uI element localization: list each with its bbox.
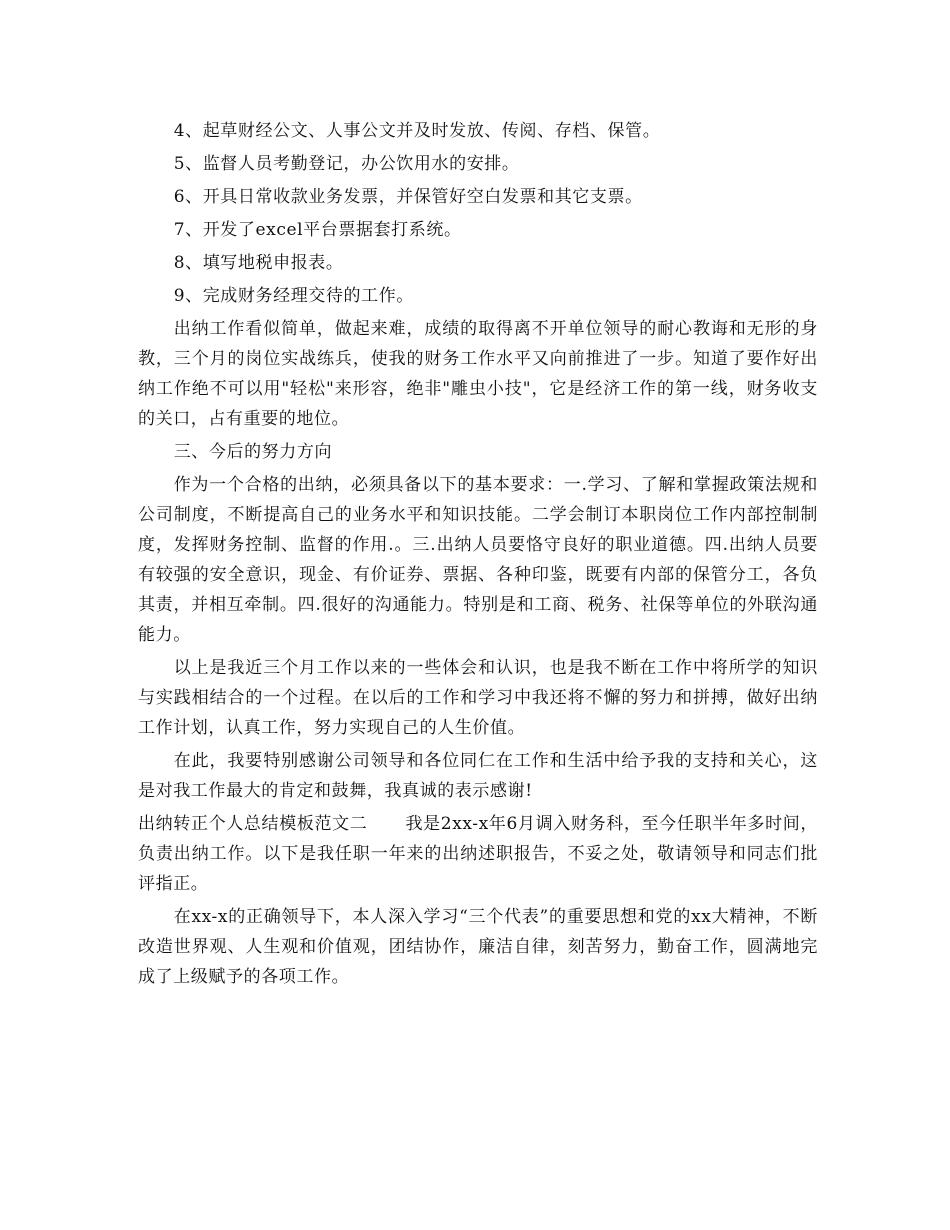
article-two-title: 出纳转正个人总结模板范文二 (138, 814, 368, 834)
list-item: 5、监督人员考勤登记，办公饮用水的安排。 (173, 154, 520, 174)
document-body (138, 116, 818, 995)
list-item: 4、起草财经公文、人事公文并及时发放、传阅、存档、保管。 (173, 121, 661, 141)
paragraph: 作为一个合格的出纳，必须具备以下的基本要求：一.学习、了解和掌握政策法规和公司制度，不断提高自己的业务水平和知识技能。二学会制订本职岗位工作内部控制制度，发挥财务控制、监督的作用.。三.出纳人员要恪守良好的职业道德。四.出纳人员要有较强的安全意识，现金、有价证券、票据、各种印鉴，既要有内部的保管分工，各负其责，并相互牵制。四.很好的沟通能力。特别是和工商、税务、社保等单位的外联沟通能力。 (138, 475, 818, 645)
paragraph: 以上是我近三个月工作以来的一些体会和认识，也是我不断在工作中将所学的知识与实践相结合的一个过程。在以后的工作和学习中我还将不懈的努力和拼搏，做好出纳工作计划，认真工作，努力实现自己的人生价值。 (138, 658, 818, 738)
list-item: 6、开具日常收款业务发票，并保管好空白发票和其它支票。 (173, 187, 643, 207)
list-item: 7、开发了excel平台票据套打系统。 (173, 220, 462, 240)
list-item: 9、完成财务经理交待的工作。 (173, 286, 414, 306)
paragraph: 在xx-x的正确领导下，本人深入学习“三个代表”的重要思想和党的xx大精神，不断改造世界观、人生观和价值观，团结协作，廉洁自律，刻苦努力，勤奋工作，圆满地完成了上级赋予的各项工作。 (138, 907, 818, 987)
section-heading: 三、今后的努力方向 (173, 442, 333, 462)
paragraph: 出纳工作看似简单，做起来难，成绩的取得离不开单位领导的耐心教诲和无形的身教，三个月的岗位实战练兵，使我的财务工作水平又向前推进了一步。知道了要作好出纳工作绝不可以用"轻松"来形容，绝非"雕虫小技"，它是经济工作的第一线，财务收支的关口，占有重要的地位。 (138, 319, 818, 429)
article-two-intro: 我是2xx-x年6月调入财务科，至今任职半年多时间，负责出纳工作。以下是我任职一年来的出纳述职报告，不妥之处，敬请领导和同志们批评指正。 (138, 814, 818, 894)
article-two-paragraph (138, 809, 818, 899)
paragraph: 在此，我要特别感谢公司领导和各位同仁在工作和生活中给予我的支持和关心，这是对我工作最大的肯定和鼓舞，我真诚的表示感谢! (138, 751, 818, 801)
list-item: 8、填写地税申报表。 (173, 253, 344, 273)
